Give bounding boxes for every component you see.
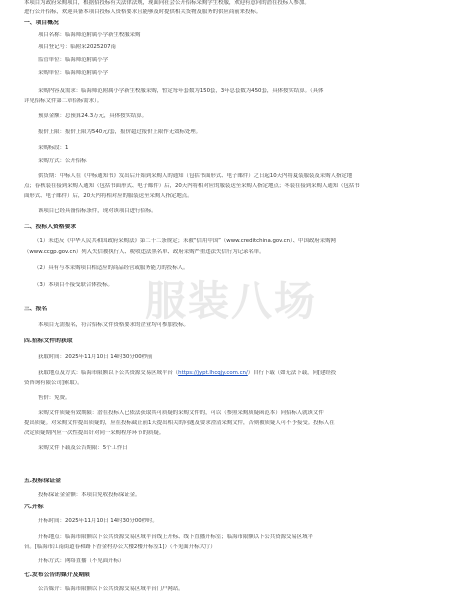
query-period-3: 决定质疑期内应一次性提出针对同一采购程序环节的质疑。 <box>24 430 165 436</box>
requirement-2: （2）具有与本采购项目相适应的商品经营或服务能力的投标人。 <box>34 265 189 271</box>
opening-place-cont: 台。[临海市江南街道春和路下香金村办公大楼2楼开标室1]）（不见面开标大厅） <box>24 544 216 550</box>
budget: 预算金额：总预算24.3万元，具体按实结算。 <box>38 113 148 119</box>
section-3-heading: 三、报名 <box>24 306 48 312</box>
supply-period-2: 点；春秋装在接到采购人通知（包括书面形式、电子邮件）后，20天内将相对应的服装送至采购人指定地点；冬装在接到采购人通知（包括书 <box>24 183 360 189</box>
opening-place: 开标地点：临海市限额以下公共资源交易区域平台线上开标、线下直播开标室；临海市限额以下公共资源交易区域平 <box>38 534 313 540</box>
method: 采购方式：公开招标 <box>38 158 87 164</box>
obtain-place-text-2: ）自行下载（如无法下载，向[建经投 <box>247 370 337 376</box>
intro-line-2: 进行公开招标，欢迎具备本项目投标人资格要求且能够及时提供相关货物及服务的供应商前来投标。 <box>24 9 262 15</box>
purchase-content: 采购内容及需求：临海师范附属小学新生校服采购，暂定每年套数为150套，3年总套数为450套，具体按实结算。（具体 <box>38 88 324 94</box>
query-period-1: 采购文件质疑有效期限：潜在投标人已依法获取其可质疑的采购文件的，可以（参照采购质疑函范本）向招标人就该文件 <box>38 410 324 416</box>
approval: 该项目已经具备招标条件，现对该项目进行招标。 <box>38 208 157 214</box>
purchase-content-2: 详见招标文件第二章招标需求）。 <box>24 98 103 104</box>
obtain-time: 获取时间：2025年11月10日 14时30分00秒前 <box>38 354 153 360</box>
lots: 采购标段：1 <box>38 145 69 151</box>
registration-note: 本项目无需报名，符合招标文件资格要求的企业均可参加投标。 <box>38 322 189 328</box>
announcement-period: 采购文件下载及公告期限：5个工作日 <box>38 445 128 451</box>
project-number: 项目登记号：临附采2025207南 <box>38 44 116 50</box>
supervisor: 监管单位：临海师范附属小学 <box>38 57 109 63</box>
purchaser: 采购单位：临海师范附属小学 <box>38 70 109 76</box>
section-5-heading: 五.投标保证金 <box>24 478 61 484</box>
obtain-place <box>38 370 426 377</box>
announcement-media: 公告媒介：临海市限额以下公共资源交易区域平台门户网站。 <box>38 586 184 592</box>
section-2-heading: 二、投标人资格要求 <box>24 224 77 230</box>
section-6-heading: 六.开标 <box>24 504 44 510</box>
supply-period: 供货期：中标人在《中标通知书》发出后开始到采购人的通知（包括书面形式、电子邮件）之日起10天内将夏装服装及采购人指定地 <box>38 173 353 179</box>
opening-method: 开标方式：网络直播（不见面开标） <box>38 558 125 564</box>
price-cap: 报价上限：报价上限为540元/套，报价超过报价上限作无效标处理。 <box>38 129 202 135</box>
requirement-3: （3）本项目不接受联合体投标。 <box>34 282 113 288</box>
section-1-heading: 一、项目概况 <box>24 20 59 26</box>
watermark-text: 服装八场 <box>145 277 317 325</box>
intro-line-1: 本项目为政府采购项目，根据招投标有关法律法规，现面向社会公开招标采购学生校服，欢迎有意向的潜在投标人参加。 <box>24 0 310 6</box>
query-period-2: 提出质疑。对采购文件提出质疑的，应在投标截止前1天提出相关的问题及要求澄清采购文件，否则被质疑人可不予接受。投标人在 <box>24 420 335 426</box>
project-name: 项目名称：临海师范附属小学新生校服采购 <box>38 32 141 38</box>
obtain-place-text: 获取地点及方式：临海市限额以下公共资源交易区域平台（ <box>38 370 179 376</box>
document-fee: 售价：免费。 <box>38 395 71 401</box>
section-4-heading: 四.招标文件的获取 <box>24 338 73 344</box>
requirement-1: （1）未违反《中华人民共和国政府采购法》第二十二条规定；未被“信用中国”（www.creditchina.gov.cn）、中国政府采购网 <box>34 238 336 244</box>
obtain-place-cont: 资咨询有限公司]索取）。 <box>24 380 83 386</box>
platform-link[interactable]: https://jypt.lhcqjy.com.cn/ <box>178 370 248 376</box>
section-7-heading: 七.发布公告的媒介及期限 <box>24 572 90 578</box>
deposit-note: 投标保证金金额：本项目免收投标保证金。 <box>38 492 141 498</box>
supply-period-3: 面形式、电子邮件）后，20天内将相对应的服装送至采购人指定地点。 <box>24 193 193 199</box>
requirement-1-cont: （www.ccgp.gov.cn）列入失信被执行人、税收违法黑名单、政府采购严重违法失信行为记录名单。 <box>24 249 265 255</box>
opening-time: 开标时间：2025年11月10日 14时30分00秒时。 <box>38 518 158 524</box>
